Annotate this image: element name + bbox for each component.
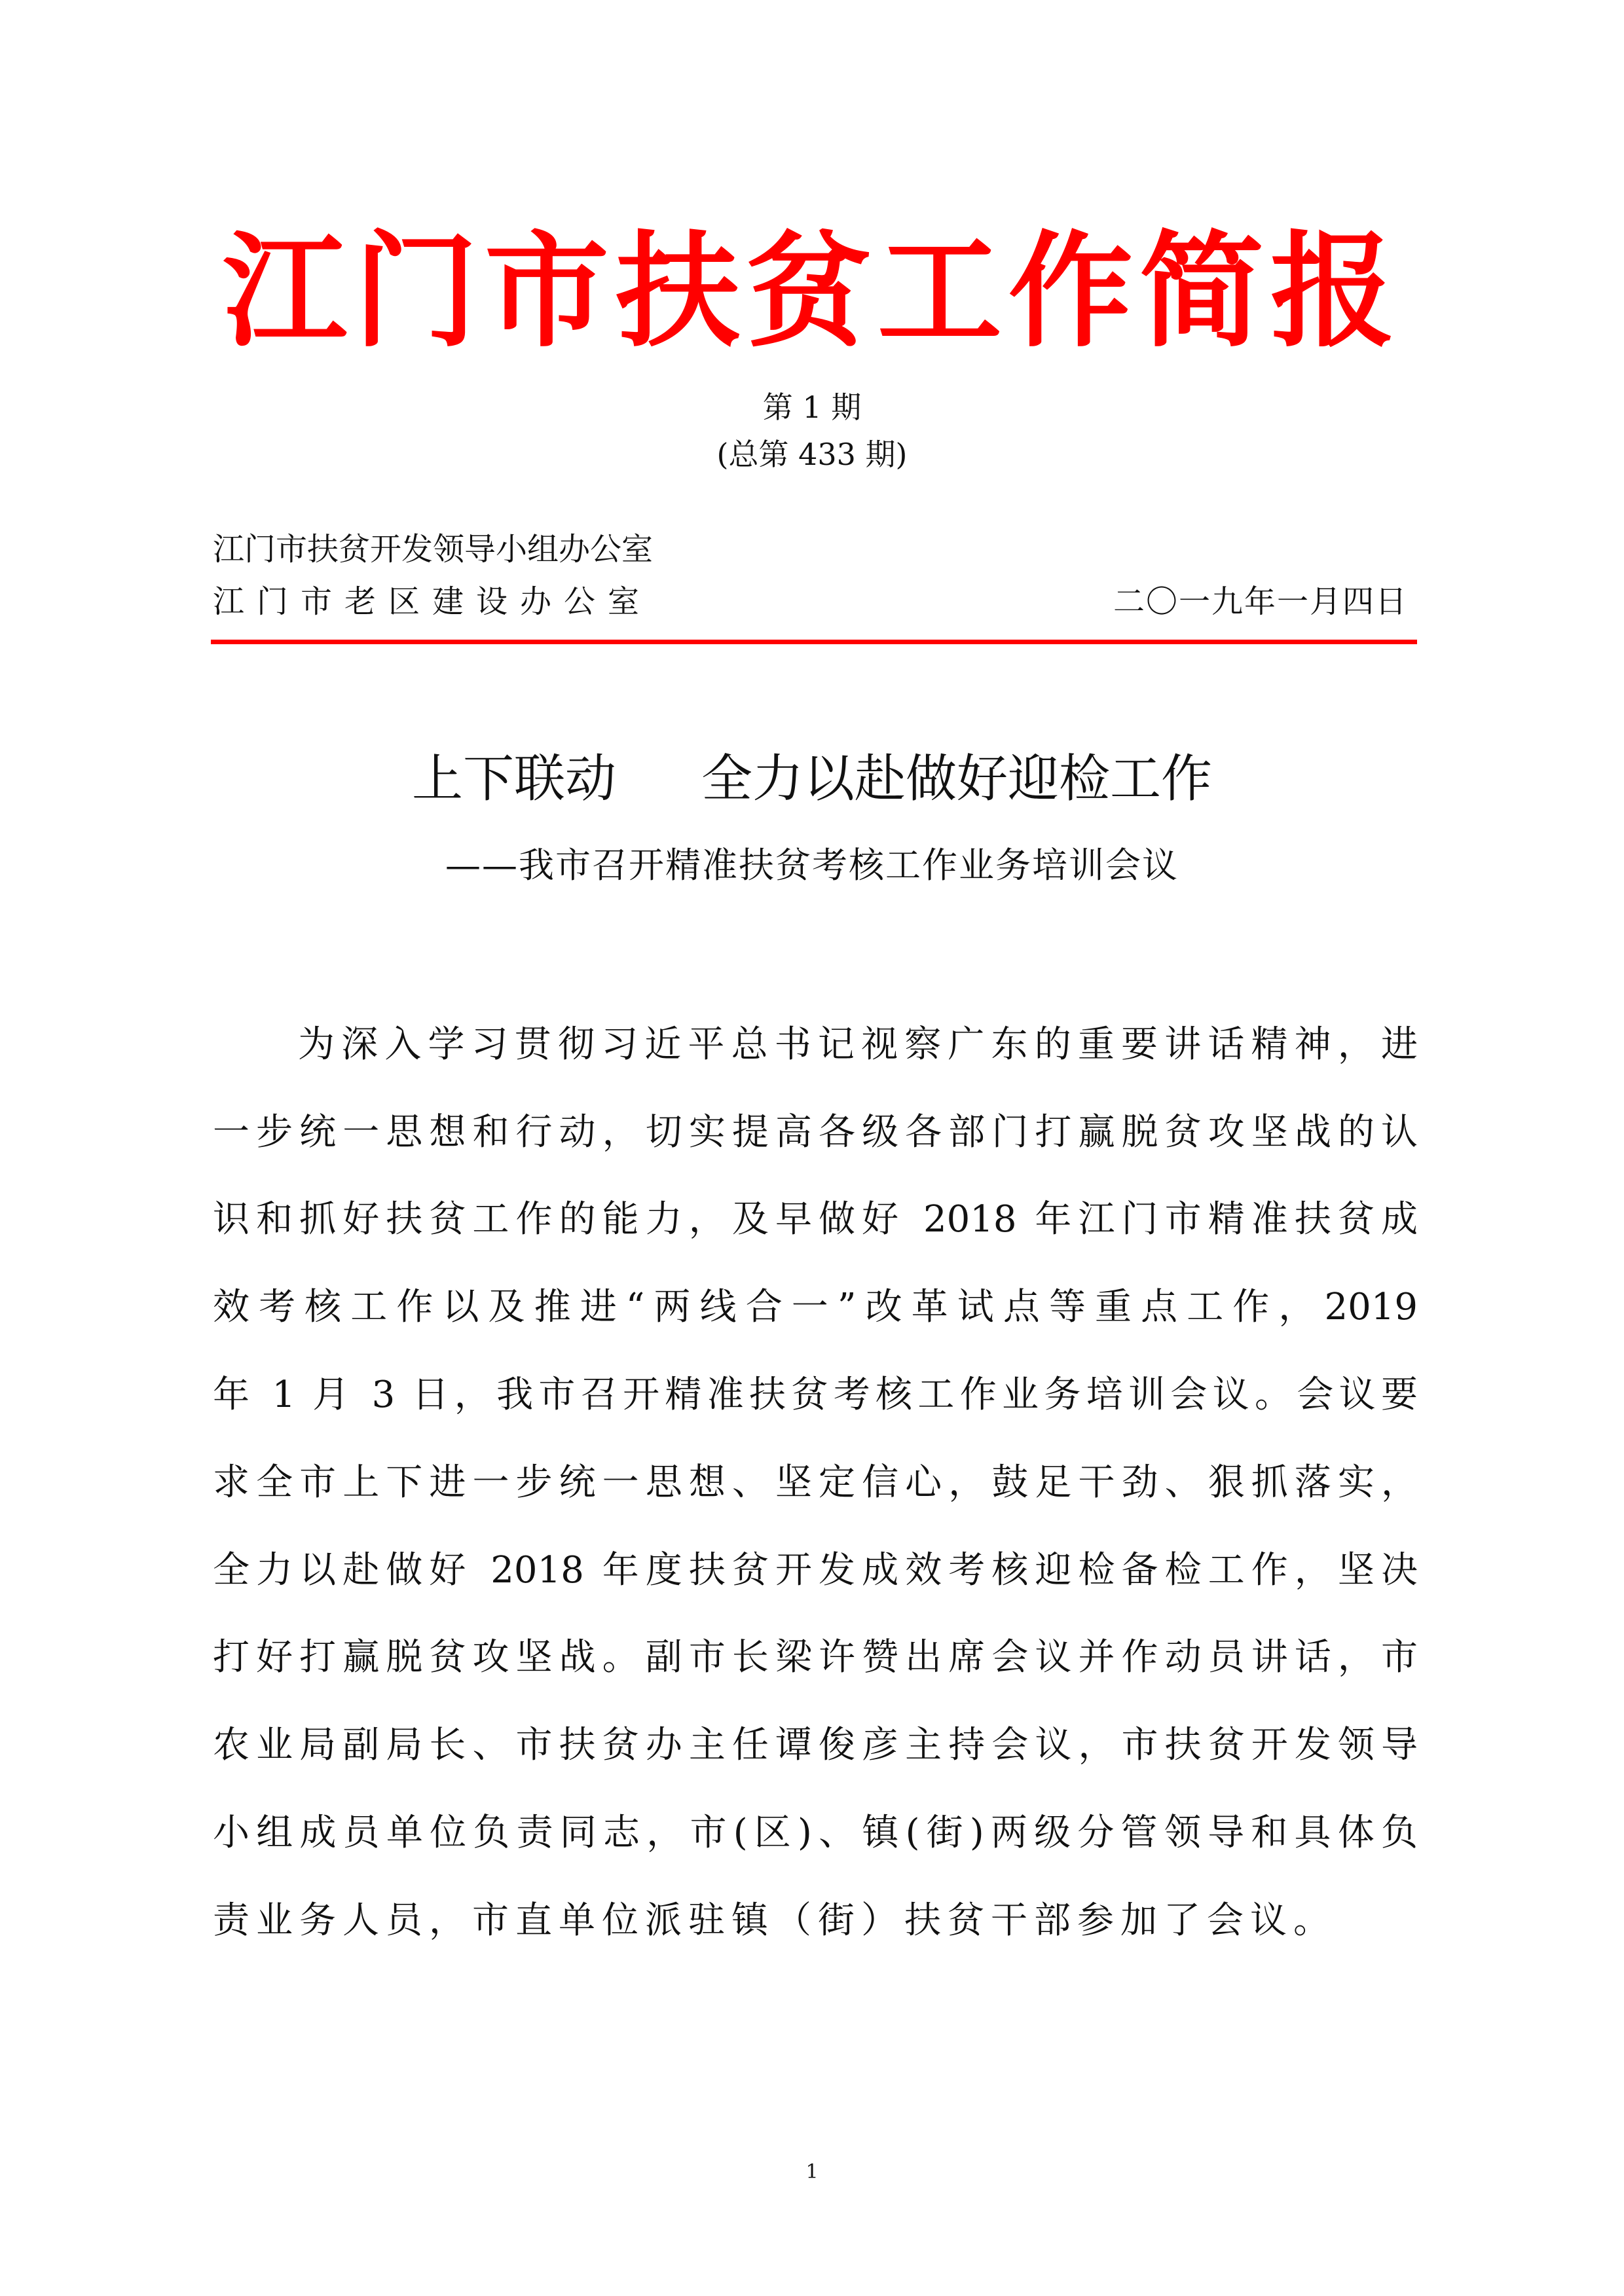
article-title-part2: 全力以赴做好迎检工作 <box>701 750 1213 809</box>
body-line: 全力以赴做好 2018 年度扶贫开发成效考核迎检备检工作，坚决 <box>213 1549 1418 1592</box>
body-line: 打好打赢脱贫攻坚战。副市长梁许赞出席会议并作动员讲话，市 <box>213 1636 1418 1679</box>
body-line: 为深入学习贯彻习近平总书记视察广东的重要讲话精神，进 <box>298 1023 1418 1066</box>
header-divider <box>211 640 1417 644</box>
body-line: 效考核工作以及推进“两线合一”改革试点等重点工作，2019 <box>213 1286 1418 1328</box>
body-line: 年 1 月 3 日，我市召开精准扶贫考核工作业务培训会议。会议要 <box>213 1374 1418 1416</box>
office-secondary: 江门市老区建设办公室 <box>213 583 652 620</box>
body-line: 求全市上下进一步统一思想、坚定信心，鼓足干劲、狠抓落实， <box>213 1461 1418 1504</box>
article-title <box>0 743 1624 815</box>
page-number: 1 <box>805 2160 819 2183</box>
article-subtitle: ——我市召开精准扶贫考核工作业务培训会议 <box>445 845 1179 886</box>
issue-total: (总第 433 期) <box>716 437 908 472</box>
body-line: 识和抓好扶贫工作的能力，及早做好 2018 年江门市精准扶贫成 <box>213 1198 1418 1241</box>
article-title-part1: 上下联动 <box>411 750 616 809</box>
office-primary: 江门市扶贫开发领导小组办公室 <box>213 531 654 568</box>
masthead-title: 江门市扶贫工作简报 <box>222 218 1401 364</box>
issue-number: 第 1 期 <box>762 390 862 425</box>
body-line: 责业务人员，市直单位派驻镇（街）扶贫干部参加了会议。 <box>213 1899 1337 1942</box>
body-line: 农业局副局长、市扶贫办主任谭俊彦主持会议，市扶贫开发领导 <box>213 1724 1418 1766</box>
body-line: 小组成员单位负责同志，市(区)、镇(街)两级分管领导和具体负 <box>213 1812 1418 1854</box>
body-line: 一步统一思想和行动，切实提高各级各部门打赢脱贫攻坚战的认 <box>213 1111 1418 1154</box>
issue-date: 二〇一九年一月四日 <box>1113 583 1408 620</box>
